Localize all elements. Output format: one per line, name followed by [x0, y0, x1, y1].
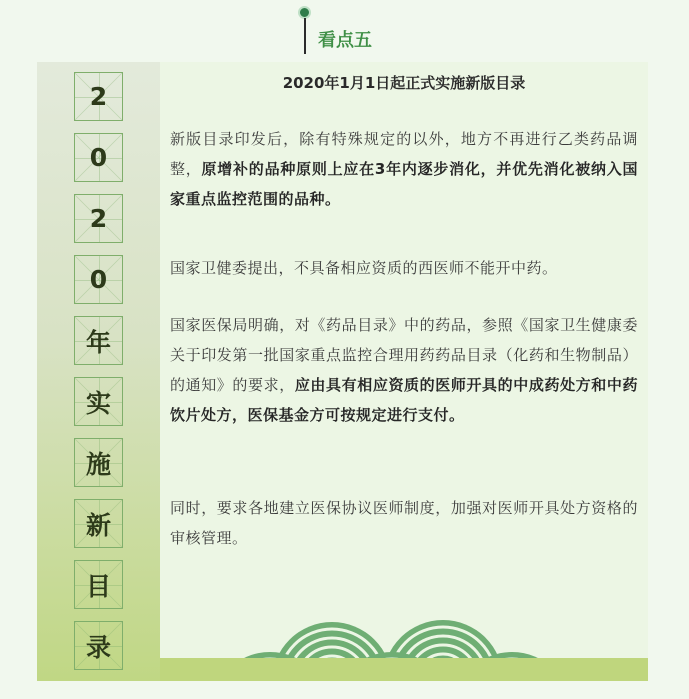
- paragraph-2-text: 国家卫健委提出，不具备相应资质的西医师不能开中药。: [170, 259, 558, 277]
- vertical-char: 实: [74, 377, 123, 426]
- pin-line: [304, 18, 306, 54]
- paragraph-3-bold: 应由具有相应资质的医师开具的中成药处方和中药饮片处方，医保基金方可按规定进行支付。: [170, 376, 638, 424]
- vertical-char: 录: [74, 621, 123, 670]
- wave-pattern-decoration: [160, 562, 648, 662]
- vertical-char: 2: [74, 72, 123, 121]
- paragraph-2: [170, 253, 638, 283]
- content-panel: [37, 62, 648, 681]
- vertical-char: 0: [74, 255, 123, 304]
- article-title: 2020年1月1日起正式实施新版目录: [282, 74, 526, 92]
- paragraph-4-text: 同时，要求各地建立医保协议医师制度，加强对医师开具处方资格的审核管理。: [170, 499, 638, 547]
- vertical-title-strip: [37, 62, 160, 681]
- vertical-char: 年: [74, 316, 123, 365]
- vertical-char: 2: [74, 194, 123, 243]
- vertical-char: 目: [74, 560, 123, 609]
- section-label: 看点五: [318, 30, 372, 51]
- paragraph-3: [170, 310, 638, 430]
- vertical-char: 新: [74, 499, 123, 548]
- bottom-band: [160, 658, 648, 681]
- header-pin-icon: [298, 6, 310, 50]
- vertical-char: 施: [74, 438, 123, 487]
- paragraph-1: [170, 124, 638, 214]
- paragraph-1-bold: 原增补的品种原则上应在3年内逐步消化，并优先消化被纳入国家重点监控范围的品种。: [170, 160, 638, 208]
- paragraph-4: [170, 493, 638, 553]
- vertical-char: 0: [74, 133, 123, 182]
- paragraph-3-text: 国家医保局明确，对《药品目录》中的药品，参照《国家卫生健康委关于印发第一批国家重点监控合理用药药品目录（化药和生物制品）的通知》的要求，: [170, 316, 638, 394]
- paragraph-1-text: 新版目录印发后，除有特殊规定的以外，地方不再进行乙类药品调整，: [170, 130, 638, 178]
